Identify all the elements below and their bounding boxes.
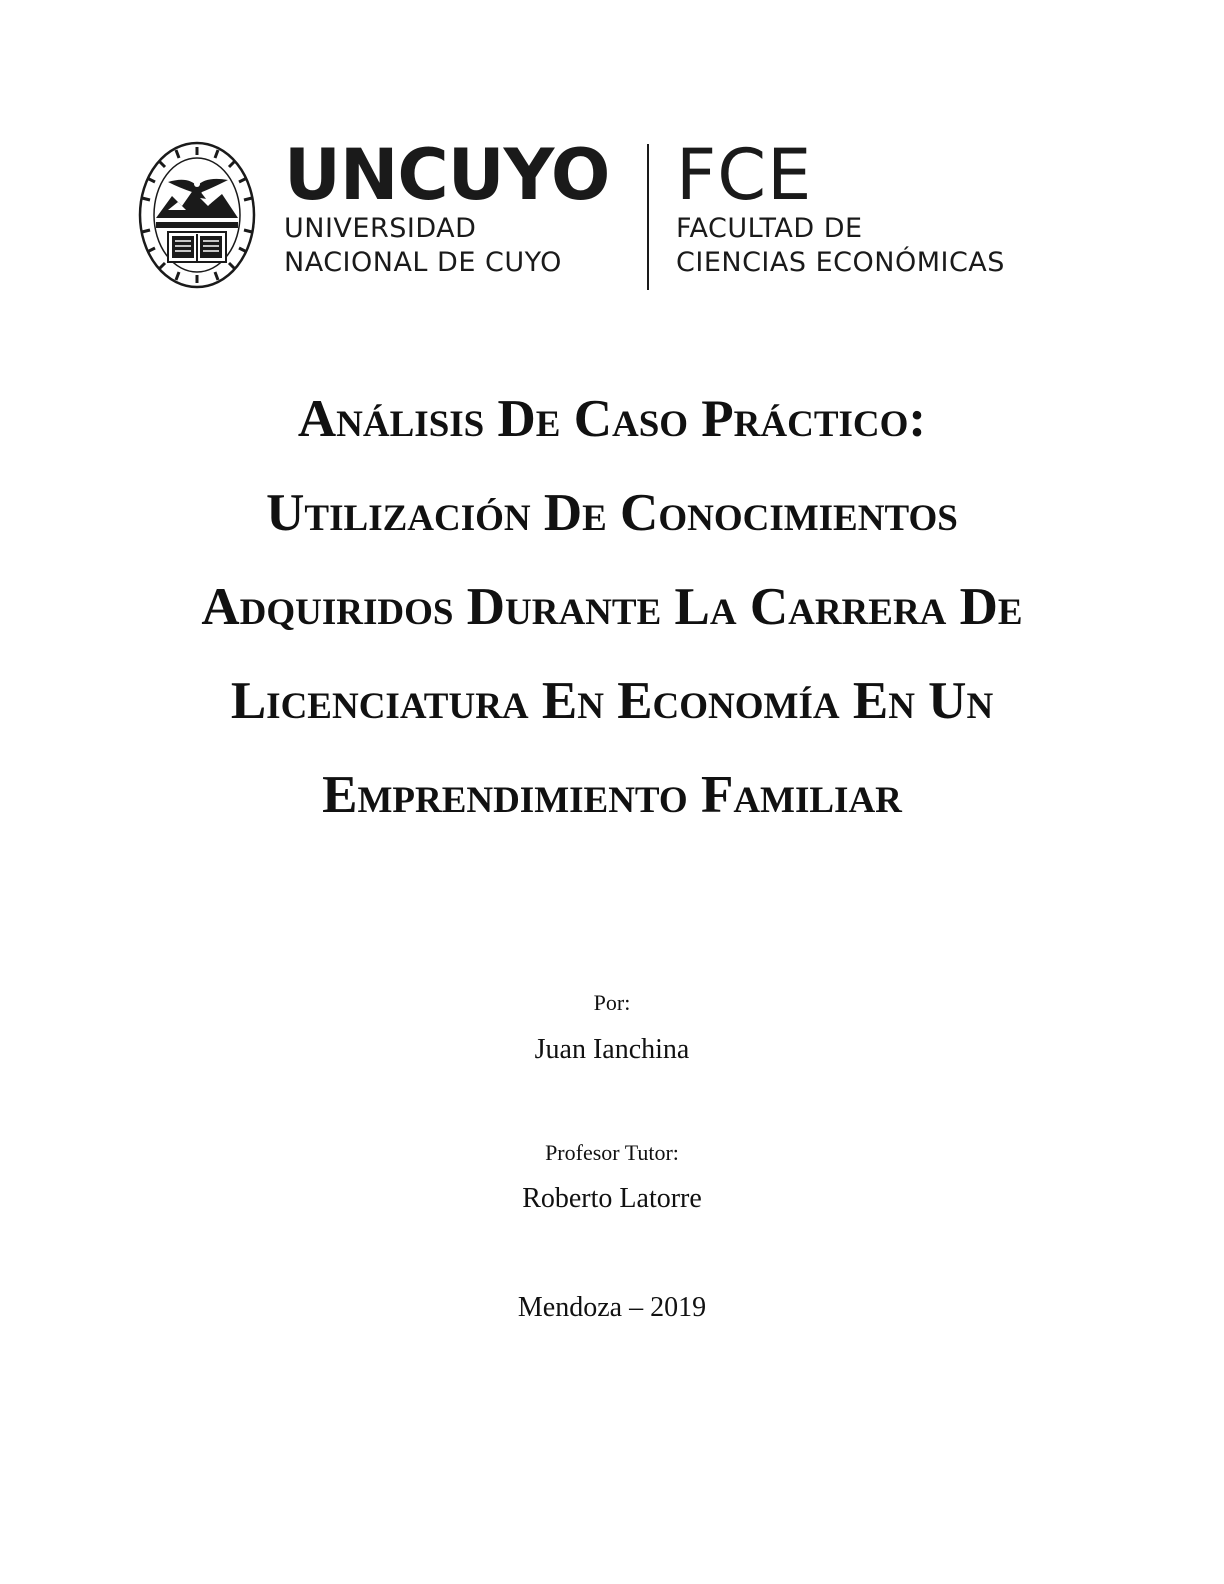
university-seal-icon <box>138 140 256 290</box>
fce-line-2: CIENCIAS ECONÓMICAS <box>676 247 1005 278</box>
by-label: Por: <box>593 990 631 1015</box>
uncuyo-logo <box>284 134 610 280</box>
document-title <box>100 372 1124 842</box>
uncuyo-line-2: NACIONAL DE CUYO <box>284 247 562 278</box>
place-date: Mendoza – 2019 <box>517 1292 707 1323</box>
uncuyo-line-1: UNIVERSIDAD <box>284 213 477 244</box>
tutor-label: Profesor Tutor: <box>545 1140 679 1165</box>
fce-logo <box>676 134 1005 280</box>
title-line-2: Utilización De Conocimientos <box>266 484 958 542</box>
title-line-4: Licenciatura En Economía En Un <box>230 672 994 730</box>
title-line-5: Emprendimiento Familiar <box>322 766 902 824</box>
author-name: Juan Ianchina <box>534 1034 690 1065</box>
logo-divider <box>647 144 649 290</box>
uncuyo-wordmark: UNCUYO <box>284 134 610 216</box>
tutor-name: Roberto Latorre <box>522 1183 702 1214</box>
fce-wordmark: FCE <box>676 134 813 216</box>
institution-header <box>138 134 1018 298</box>
fce-line-1: FACULTAD DE <box>676 213 863 244</box>
title-line-1: Análisis De Caso Práctico: <box>297 390 927 448</box>
title-line-3: Adquiridos Durante La Carrera De <box>201 578 1023 636</box>
